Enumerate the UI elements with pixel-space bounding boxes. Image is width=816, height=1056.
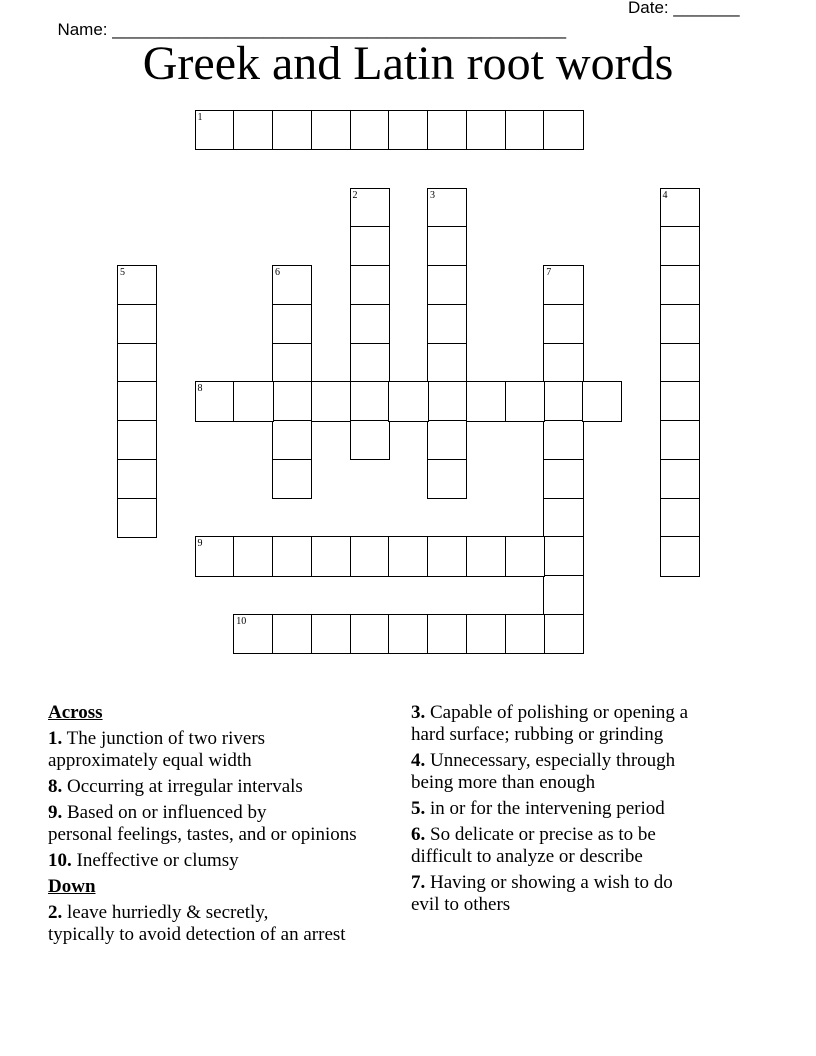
crossword-cell[interactable] xyxy=(117,343,157,383)
crossword-cell[interactable] xyxy=(660,304,700,344)
crossword-cell[interactable] xyxy=(195,381,235,421)
crossword-cell[interactable] xyxy=(272,420,312,460)
clue-number: 2. xyxy=(48,902,63,923)
crossword-cell[interactable] xyxy=(272,459,312,499)
crossword-cell[interactable] xyxy=(350,188,390,228)
crossword-cell[interactable] xyxy=(427,226,467,266)
crossword-cell[interactable] xyxy=(466,614,506,654)
crossword-cell[interactable] xyxy=(195,536,235,576)
crossword-cell[interactable] xyxy=(660,343,700,383)
clue-text: Having or showing a wish to do xyxy=(430,872,673,893)
crossword-cell[interactable] xyxy=(388,614,428,654)
crossword-cell[interactable] xyxy=(117,459,157,499)
clue-item xyxy=(411,824,751,868)
clue-number: 4. xyxy=(411,750,426,771)
clue-number-label: 7 xyxy=(546,267,552,278)
crossword-cell[interactable] xyxy=(660,188,700,228)
clue-text: Ineffective or clumsy xyxy=(76,850,239,871)
crossword-cell[interactable] xyxy=(311,614,351,654)
crossword-cell[interactable] xyxy=(117,381,157,421)
crossword-cell[interactable] xyxy=(195,110,235,150)
crossword-cell[interactable] xyxy=(350,420,390,460)
crossword-cell[interactable] xyxy=(427,614,467,654)
crossword-cell[interactable] xyxy=(543,304,583,344)
crossword-cell[interactable] xyxy=(233,381,273,421)
clue-number: 7. xyxy=(411,872,426,893)
clue-text: approximately equal width xyxy=(48,750,252,771)
crossword-cell[interactable] xyxy=(350,110,390,150)
crossword-cell[interactable] xyxy=(272,110,312,150)
crossword-cell[interactable] xyxy=(272,265,312,305)
crossword-cell[interactable] xyxy=(543,343,583,383)
clue-number: 9. xyxy=(48,802,63,823)
clue-item xyxy=(411,798,751,820)
clue-number-label: 8 xyxy=(197,383,203,395)
clue-item xyxy=(48,902,408,946)
crossword-cell[interactable] xyxy=(543,110,583,150)
crossword-cell[interactable] xyxy=(272,381,312,421)
clue-number-label: 2 xyxy=(352,189,358,201)
clue-item xyxy=(411,702,751,746)
clue-number-label: 3 xyxy=(430,189,435,201)
clue-item xyxy=(411,750,751,794)
crossword-cell[interactable] xyxy=(272,343,312,383)
crossword-cell[interactable] xyxy=(311,536,351,576)
crossword-cell[interactable] xyxy=(427,381,467,421)
crossword-cell[interactable] xyxy=(117,265,157,305)
clue-number-label: 6 xyxy=(275,267,280,278)
down-heading: Down xyxy=(48,876,96,897)
crossword-cell[interactable] xyxy=(660,420,700,460)
clue-number-label: 4 xyxy=(662,189,668,201)
crossword-cell[interactable] xyxy=(505,614,545,654)
crossword-cell[interactable] xyxy=(350,304,390,344)
crossword-cell[interactable] xyxy=(311,381,351,421)
crossword-cell[interactable] xyxy=(466,381,506,421)
crossword-cell[interactable] xyxy=(272,614,312,654)
across-heading: Across xyxy=(48,702,103,723)
crossword-cell[interactable] xyxy=(117,304,157,344)
crossword-cell[interactable] xyxy=(466,536,506,576)
crossword-cell[interactable] xyxy=(543,420,583,460)
crossword-cell[interactable] xyxy=(543,265,583,305)
name-field[interactable]: Name: ________________________________________________ xyxy=(57,20,567,39)
crossword-cell[interactable] xyxy=(350,343,390,383)
crossword-cell[interactable] xyxy=(117,498,157,538)
crossword-cell[interactable] xyxy=(350,536,390,576)
clues-column-right xyxy=(411,702,751,920)
crossword-cell[interactable] xyxy=(388,536,428,576)
clue-number: 10. xyxy=(48,850,72,871)
clue-text: Capable of polishing or opening a xyxy=(430,702,689,723)
crossword-cell[interactable] xyxy=(543,459,583,499)
crossword-cell[interactable] xyxy=(427,110,467,150)
clue-text: personal feelings, tastes, and or opinions xyxy=(48,824,357,845)
crossword-cell[interactable] xyxy=(660,459,700,499)
clue-number: 5. xyxy=(411,798,426,819)
crossword-cell[interactable] xyxy=(117,420,157,460)
crossword-cell[interactable] xyxy=(350,381,390,421)
crossword-cell[interactable] xyxy=(427,343,467,383)
across-clue-list xyxy=(48,728,408,872)
clue-text: in or for the intervening period xyxy=(430,798,665,819)
clue-text: evil to others xyxy=(411,894,511,915)
clue-text: being more than enough xyxy=(411,772,596,793)
clue-text: Occurring at irregular intervals xyxy=(67,776,303,797)
clue-text: Based on or influenced by xyxy=(67,802,267,823)
clue-number-label: 10 xyxy=(236,615,247,627)
crossword-cell[interactable] xyxy=(543,381,583,421)
crossword-cell[interactable] xyxy=(388,381,428,421)
clue-number-label: 1 xyxy=(197,112,203,123)
clue-text: Unnecessary, especially through xyxy=(430,750,676,771)
clue-number: 6. xyxy=(411,824,426,845)
clue-text: So delicate or precise as to be xyxy=(430,824,656,845)
crossword-cell[interactable] xyxy=(350,226,390,266)
crossword-cell[interactable] xyxy=(350,265,390,305)
clue-number-label: 5 xyxy=(120,267,125,278)
crossword-cell[interactable] xyxy=(543,614,583,654)
crossword-cell[interactable] xyxy=(427,188,467,228)
clue-text: leave hurriedly & secretly, xyxy=(67,902,269,923)
clue-number-label: 9 xyxy=(197,538,203,550)
crossword-cell[interactable] xyxy=(582,381,622,421)
crossword-cell[interactable] xyxy=(505,536,545,576)
crossword-cell[interactable] xyxy=(543,536,583,576)
crossword-cell[interactable] xyxy=(543,575,583,615)
crossword-cell[interactable] xyxy=(427,265,467,305)
crossword-cell[interactable] xyxy=(427,459,467,499)
clue-text: hard surface; rubbing or grinding xyxy=(411,724,664,745)
crossword-cell[interactable] xyxy=(505,381,545,421)
clue-text: difficult to analyze or describe xyxy=(411,846,643,867)
date-field[interactable]: Date: _______ xyxy=(628,0,740,17)
clue-item xyxy=(48,850,408,872)
crossword-cell[interactable] xyxy=(505,110,545,150)
crossword-cell[interactable] xyxy=(660,498,700,538)
crossword-cell[interactable] xyxy=(233,614,273,654)
down-clue-list-part2 xyxy=(411,702,751,916)
clue-item xyxy=(411,872,751,916)
crossword-cell[interactable] xyxy=(660,226,700,266)
crossword-cell[interactable] xyxy=(427,420,467,460)
clue-text: The junction of two rivers xyxy=(66,728,266,749)
clue-number: 8. xyxy=(48,776,63,797)
page-title: Greek and Latin root words xyxy=(142,37,674,90)
crossword-cell[interactable] xyxy=(660,265,700,305)
crossword-cell[interactable] xyxy=(660,536,700,576)
crossword-cell[interactable] xyxy=(350,614,390,654)
crossword-cell[interactable] xyxy=(272,304,312,344)
clue-item xyxy=(48,728,408,772)
crossword-cell[interactable] xyxy=(543,498,583,538)
clue-item xyxy=(48,776,408,798)
clue-item xyxy=(48,802,408,846)
crossword-cell[interactable] xyxy=(466,110,506,150)
crossword-cell[interactable] xyxy=(388,110,428,150)
clue-text: typically to avoid detection of an arrest xyxy=(48,924,346,945)
crossword-cell[interactable] xyxy=(233,536,273,576)
clue-number: 1. xyxy=(48,728,63,749)
crossword-cell[interactable] xyxy=(272,536,312,576)
crossword-cell[interactable] xyxy=(233,110,273,150)
down-clue-list-part1 xyxy=(48,902,408,946)
crossword-cell[interactable] xyxy=(427,304,467,344)
crossword-cell[interactable] xyxy=(427,536,467,576)
clue-number: 3. xyxy=(411,702,426,723)
crossword-cell[interactable] xyxy=(660,381,700,421)
crossword-cell[interactable] xyxy=(311,110,351,150)
clues-column-left xyxy=(48,702,408,950)
